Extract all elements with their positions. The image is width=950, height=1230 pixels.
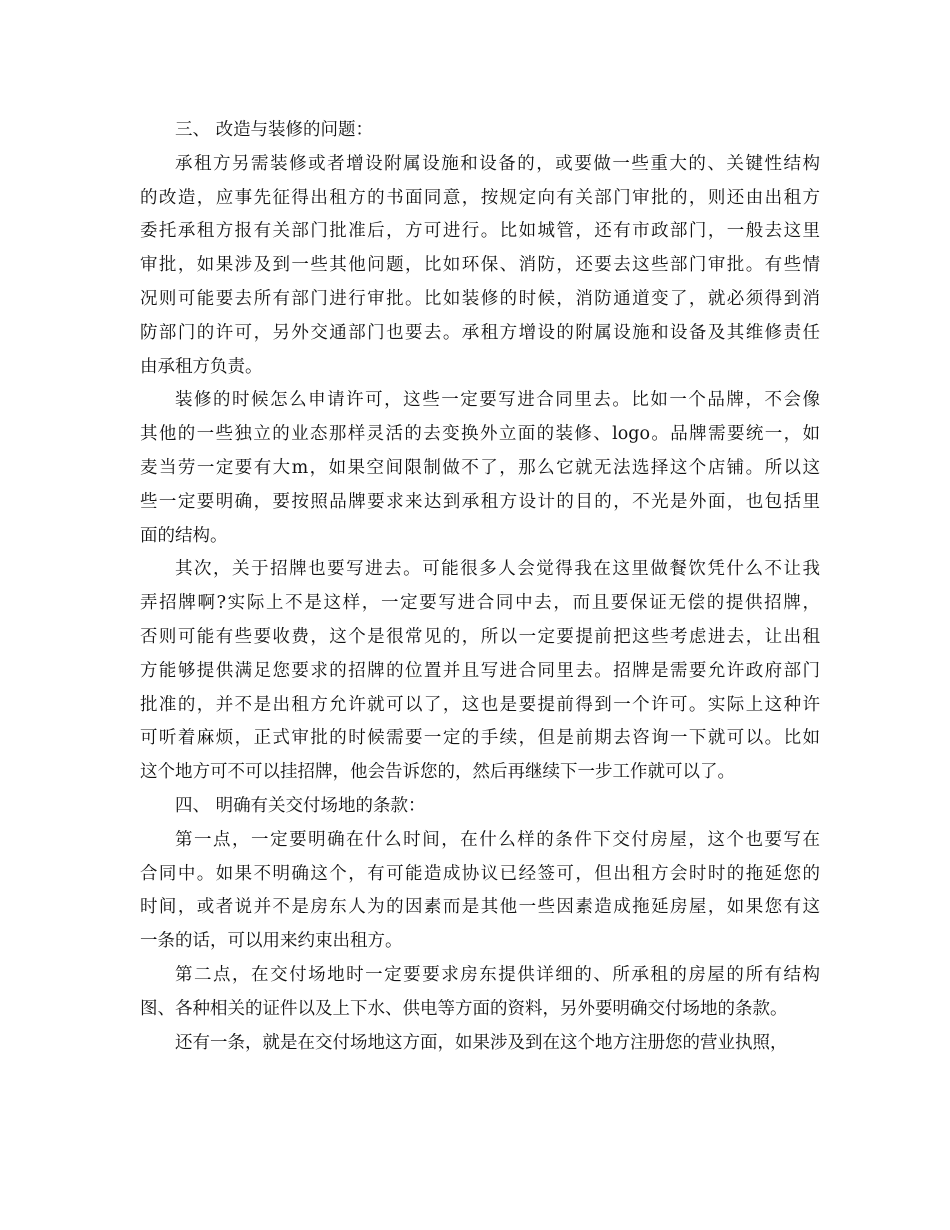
paragraph-line: 由承租方负责。 (140, 356, 263, 377)
section-heading-four: 四、 明确有关交付场地的条款： (175, 795, 426, 816)
paragraph-line: 麦当劳一定要有大m，如果空间限制做不了，那么它就无法选择这个店铺。所以这 (140, 457, 820, 478)
paragraph-line: 其他的一些独立的业态那样灵活的去变换外立面的装修、logo。品牌需要统一，如 (140, 424, 820, 445)
paragraph-line: 第一点，一定要明确在什么时间，在什么样的条件下交付房屋，这个也要写在 (175, 829, 820, 850)
paragraph-line: 方能够提供满足您要求的招牌的位置并且写进合同里去。招牌是需要允许政府部门 (140, 660, 820, 681)
paragraph-line: 防部门的许可，另外交通部门也要去。承租方增设的附属设施和设备及其维修责任 (140, 322, 820, 343)
paragraph-line: 弄招牌啊?实际上不是这样，一定要写进合同中去，而且要保证无偿的提供招牌， (140, 593, 820, 614)
paragraph-line: 否则可能有些要收费，这个是很常见的，所以一定要提前把这些考虑进去，让出租 (140, 626, 820, 647)
section-heading-three: 三、 改造与装修的问题： (175, 120, 374, 140)
paragraph-line: 时间，或者说并不是房东人为的因素而是其他一些因素造成拖延房屋，如果您有这 (140, 897, 820, 918)
paragraph-line: 第二点，在交付场地时一定要要求房东提供详细的、所承租的房屋的所有结构 (175, 964, 820, 985)
paragraph-line: 图、各种相关的证件以及上下水、供电等方面的资料，另外要明确交付场地的条款。 (140, 998, 788, 1019)
paragraph-line: 承租方另需装修或者增设附属设施和设备的，或要做一些重大的、关键性结构 (175, 153, 820, 174)
paragraph-line: 些一定要明确，要按照品牌要求来达到承租方设计的目的，不光是外面，也包括里 (140, 491, 820, 512)
paragraph-line: 审批，如果涉及到一些其他问题，比如环保、消防，还要去这些部门审批。有些情 (140, 255, 820, 276)
paragraph-line: 合同中。如果不明确这个，有可能造成协议已经签可，但出租方会时时的拖延您的 (140, 863, 820, 884)
paragraph-line: 的改造，应事先征得出租方的书面同意，按规定向有关部门审批的，则还由出租方 (140, 187, 820, 208)
document-body (140, 114, 820, 1060)
paragraph-line: 可听着麻烦，正式审批的时候需要一定的手续，但是前期去咨询一下就可以。比如 (140, 728, 820, 749)
paragraph-line: 还有一条，就是在交付场地这方面，如果涉及到在这个地方注册您的营业执照， (175, 1032, 788, 1053)
paragraph-line: 委托承租方报有关部门批准后，方可进行。比如城管，还有市政部门，一般去这里 (140, 221, 820, 242)
paragraph-line: 这个地方可不可以挂招牌，他会告诉您的，然后再继续下一步工作就可以了。 (140, 762, 735, 783)
paragraph-line: 一条的话，可以用来约束出租方。 (140, 931, 403, 952)
paragraph-line: 面的结构。 (140, 525, 228, 546)
paragraph-line: 况则可能要去所有部门进行审批。比如装修的时候，消防通道变了，就必须得到消 (140, 288, 820, 309)
paragraph-line: 装修的时候怎么申请许可，这些一定要写进合同里去。比如一个品牌，不会像 (175, 390, 820, 411)
paragraph-line: 其次，关于招牌也要写进去。可能很多人会觉得我在这里做餐饮凭什么不让我 (175, 559, 820, 580)
paragraph-line: 批准的，并不是出租方允许就可以了，这也是要提前得到一个许可。实际上这种许 (140, 694, 820, 715)
